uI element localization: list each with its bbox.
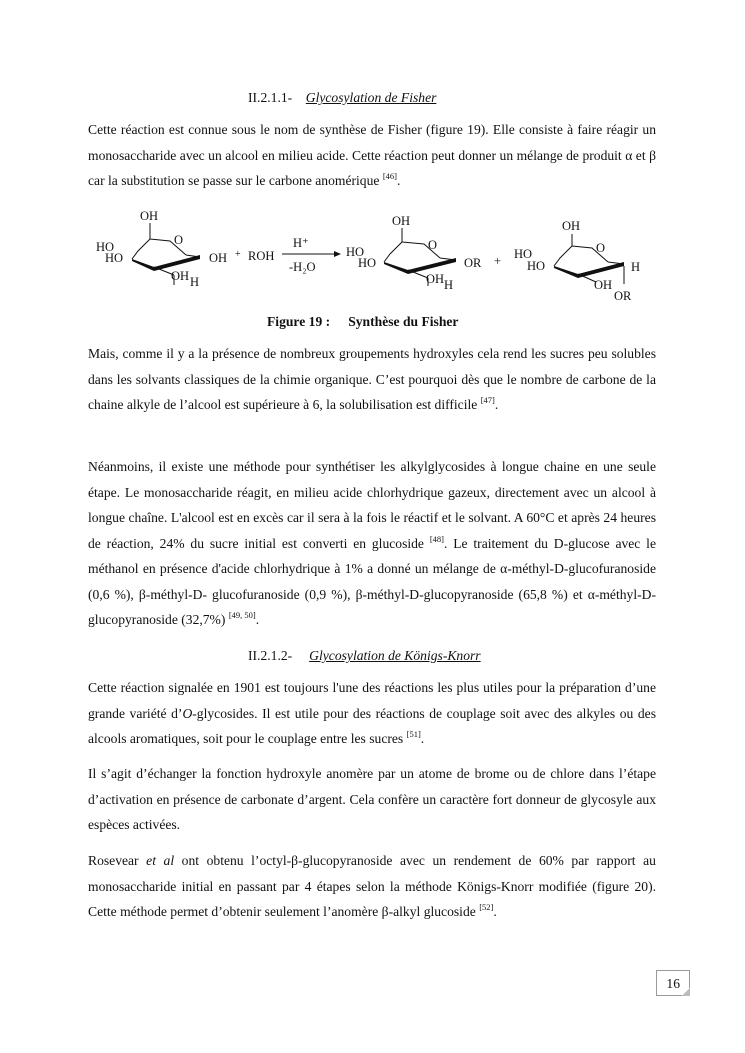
reaction-arrow (282, 236, 341, 274)
figure-caption (267, 314, 458, 330)
ho-label: HO (358, 256, 377, 270)
paragraph-konigs-knorr-intro: Cette réaction signalée en 1901 est toujours l'une des réactions les plus utiles pour la préparation d’une grande variété d’O-glycosides. Il est utile pour des réactions de couplage soit avec des alkyles ou des alcools aromatiques, soit pour le couplage entre les sucres [51]. (88, 680, 656, 746)
alcohol-label: ROH (248, 249, 275, 263)
figure-title: Synthèse du Fisher (348, 314, 459, 329)
paragraph-long-chain-method: Néanmoins, il existe une méthode pour synthétiser les alkylglycosides à longue chaine en une seule étape. Le monosaccharide réagit, en milieu acide chlorhydrique gazeux, directement avec un alcool à longue chaîne. L'alcool est en excès car il sera à la fois le réactif et le solvant. A 60°C et après 24 heures de réaction, 24% du sucre initial est converti en glucoside [48]. Le traitement du D-glucose avec le méthanol en présence d'acide chlorhydrique à 1% a donné un mélange de α-méthyl-D-glucofuranoside (0,6 %), β-méthyl-D- glucofuranoside (0,9 %), β-méthyl-D-glucopyranoside (65,8 %) et α-méthyl-D- glucopyranoside (32,7%) [49, 50]. (88, 459, 656, 627)
ring-oxygen-label: O (174, 233, 184, 247)
fisher-reaction-scheme (96, 205, 656, 305)
citation: [51] (406, 729, 421, 739)
citation: [46] (382, 171, 397, 181)
glucose-structure (96, 209, 227, 289)
page-number: 16 (656, 970, 690, 996)
paragraph-activation: Il s’agit d’échanger la fonction hydroxyle anomère par un atome de brome ou de chlore dans l’étape d’activation en présence de carbonate d’argent. Cela confère un caractère fort donneur de glycosyle aux espèces activées. (88, 766, 656, 832)
section-title: Glycosylation de Königs-Knorr (309, 648, 481, 663)
citation: [52] (479, 902, 494, 912)
h-label: H (444, 278, 454, 292)
ring-oxygen-label: O (428, 238, 438, 252)
byproduct-label: -H₂O (289, 260, 316, 274)
oh-label: OH (594, 278, 613, 292)
section-number: II.2.1.1- (248, 90, 293, 105)
ring-oxygen-label: O (596, 241, 606, 255)
plus-sign: + (235, 249, 241, 260)
figure-label: Figure 19 : (267, 314, 331, 329)
oh-label: OH (140, 209, 159, 223)
plus-sign: + (494, 254, 502, 268)
citation: [49, 50] (228, 610, 256, 620)
ho-label: HO (346, 245, 365, 259)
or-label: OR (464, 256, 482, 270)
oh-label: OH (392, 214, 411, 228)
ho-label: HO (105, 251, 124, 265)
oh-label: OH (562, 219, 581, 233)
alpha-glucoside-structure (514, 219, 640, 303)
oh-label: OH (426, 272, 445, 286)
h-label: H (631, 260, 641, 274)
beta-glucoside-structure (346, 214, 482, 292)
page-curl-decoration (682, 988, 690, 996)
ho-label: HO (96, 240, 115, 254)
oh-label: OH (171, 269, 190, 283)
paragraph-fisher-intro: Cette réaction est connue sous le nom de synthèse de Fisher (figure 19). Elle consiste à faire réagir un monosaccharide avec un alcool en milieu acide. Cette réaction peut donner un mélange de produit α et β car la substitution se passe sur le carbone anomérique [46]. (88, 122, 656, 188)
paragraph-rosevear: Rosevear et al ont obtenu l’octyl-β-glucopyranoside avec un rendement de 60% par rapport au monosaccharide initial en passant par 4 étapes selon la méthode Königs-Knorr modifiée (figure 20). Cette méthode permet d’obtenir seulement l’anomère β-alkyl glucoside [52]. (88, 853, 656, 919)
oh-anomeric-label: OH (209, 251, 228, 265)
section-title: Glycosylation de Fisher (305, 90, 437, 105)
paragraph-solubility: Mais, comme il y a la présence de nombreux groupements hydroxyles cela rend les sucres peu solubles dans les solvants classiques de la chimie organique. C’est pourquoi dès que le nombre de carbone de la chaine alkyle de l’alcool est supérieure à 6, la solubilisation est difficile [47]. (88, 346, 656, 412)
or-label: OR (614, 289, 632, 303)
section-heading-konigs-knorr (248, 648, 481, 664)
catalyst-label: H⁺ (293, 236, 309, 250)
citation: [48] (429, 533, 444, 544)
ho-label: HO (527, 259, 546, 273)
section-heading-fisher (248, 90, 436, 106)
citation: [47] (480, 395, 495, 405)
h-label: H (190, 275, 200, 289)
section-number: II.2.1.2- (248, 648, 293, 663)
ho-label: HO (514, 247, 533, 261)
